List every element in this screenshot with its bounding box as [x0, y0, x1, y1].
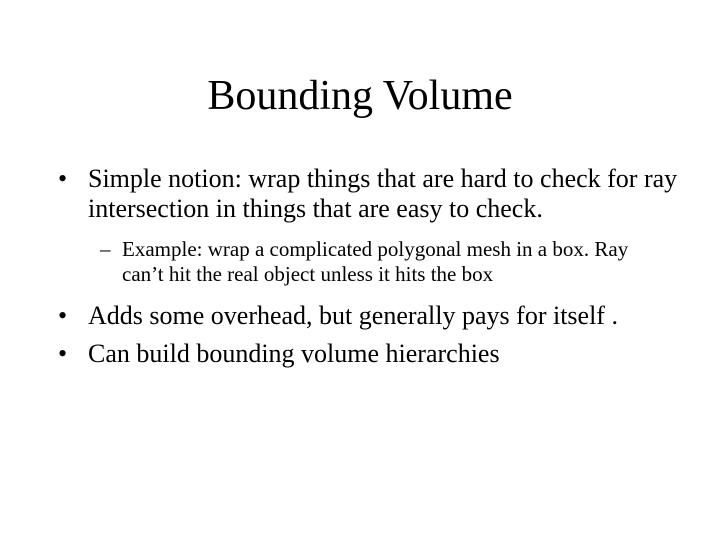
sub-bullet-item: [100, 237, 670, 287]
bullet-item: [58, 164, 678, 224]
bullet-text: Simple notion: wrap things that are hard to check for ray intersection in things that are easy to check.: [88, 164, 678, 223]
sub-bullet-text: Example: wrap a complicated polygonal mesh in a box. Ray can’t hit the real object unless it hits the box: [122, 237, 629, 286]
bullet-item: [58, 301, 678, 331]
bullet-item: [58, 339, 678, 369]
bullet-marker: •: [58, 301, 68, 330]
bullet-text: Adds some overhead, but generally pays for itself .: [88, 301, 618, 330]
sub-bullet-marker: –: [100, 237, 111, 261]
bullet-marker: •: [58, 339, 68, 368]
bullet-text: Can build bounding volume hierarchies: [88, 339, 500, 368]
slide-title: Bounding Volume: [207, 73, 513, 119]
bullet-marker: •: [58, 164, 68, 193]
